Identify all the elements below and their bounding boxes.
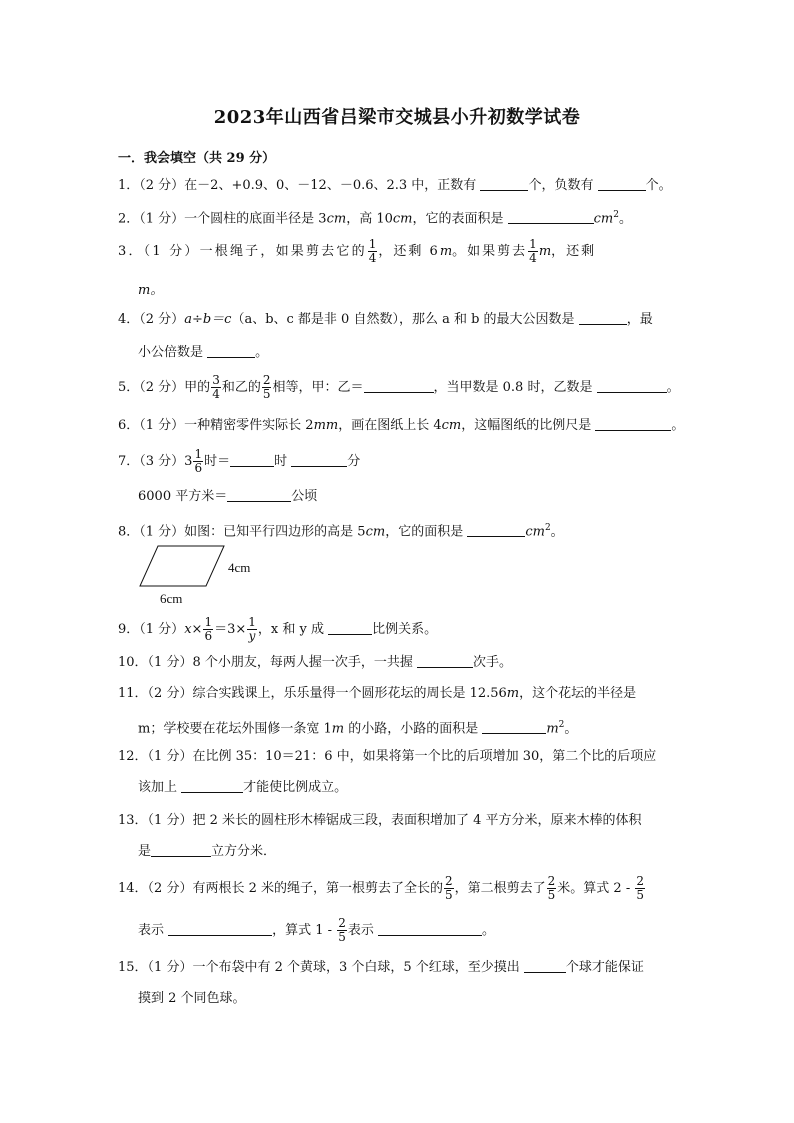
unit: m bbox=[506, 686, 520, 701]
question-1 bbox=[118, 178, 672, 194]
q14-blank-2[interactable] bbox=[378, 923, 482, 936]
fraction bbox=[444, 875, 454, 902]
fraction bbox=[635, 875, 645, 902]
q6-text-4: 。 bbox=[671, 418, 685, 433]
question-13 bbox=[118, 813, 642, 829]
question-4-line-2 bbox=[138, 345, 268, 361]
question-4 bbox=[118, 312, 653, 328]
q8-text-3: 。 bbox=[550, 524, 564, 540]
q3-text-5: m。 bbox=[138, 283, 164, 298]
question-13-line-2 bbox=[138, 844, 276, 860]
q1-text: 1．（2 分）在－2、+0.9、0、－12、－0.6、2.3 中，正数有 bbox=[118, 178, 481, 193]
q7-text-2: 时＝ bbox=[204, 454, 231, 469]
q6-blank[interactable] bbox=[595, 418, 671, 431]
q14-text-7: 。 bbox=[481, 923, 495, 938]
variable-x: x bbox=[184, 622, 192, 637]
q14-text-3: 米。算式 2 - bbox=[557, 881, 635, 896]
q12-text-3: 才能使比例成立。 bbox=[243, 780, 348, 795]
q15-text-2: 个球才能保证 bbox=[565, 960, 644, 975]
q7-text-3: 时 bbox=[274, 454, 292, 469]
q12-blank[interactable] bbox=[181, 780, 243, 793]
numerator: 1 bbox=[368, 237, 377, 251]
q3-text-3: 。如果剪去 bbox=[452, 244, 528, 259]
unit: m bbox=[538, 244, 552, 259]
denominator: 5 bbox=[636, 888, 644, 902]
denominator: 5 bbox=[547, 888, 556, 902]
numerator: 2 bbox=[338, 916, 346, 930]
question-11-line-2 bbox=[138, 717, 577, 737]
q2-text-4: 。 bbox=[618, 211, 632, 227]
q5-text-5: 。 bbox=[666, 380, 680, 395]
q6-text: 6．（1 分）一种精密零件实际长 2 bbox=[118, 418, 314, 433]
q7-text-5: 6000 平方米＝ bbox=[138, 489, 228, 504]
q5-text-4: ，当甲数是 0.8 时，乙数是 bbox=[433, 380, 597, 395]
parallelogram-base-label: 6cm bbox=[160, 591, 183, 606]
q5-blank-2[interactable] bbox=[597, 380, 667, 393]
denominator: 6 bbox=[194, 461, 203, 475]
q4-text-4: 小公倍数是 bbox=[138, 345, 208, 360]
q6-text-3: ，这幅图纸的比例尺是 bbox=[461, 418, 596, 433]
q12-text-2: 该加上 bbox=[138, 780, 182, 795]
q8-text-2: ，它的面积是 bbox=[385, 524, 468, 540]
unit: cm bbox=[593, 211, 614, 227]
question-15-line-2 bbox=[138, 991, 246, 1007]
question-12 bbox=[118, 749, 656, 765]
denominator: 4 bbox=[368, 251, 377, 265]
q4-text-3: ，最 bbox=[626, 312, 653, 327]
q4-text-5: 。 bbox=[255, 345, 269, 360]
superscript: 2 bbox=[558, 720, 565, 730]
q4-expression: a÷b＝c bbox=[184, 312, 232, 327]
denominator: y bbox=[248, 629, 256, 643]
denominator: 4 bbox=[529, 251, 537, 265]
q7-blank-3[interactable] bbox=[227, 489, 291, 502]
q7-blank-1[interactable] bbox=[230, 454, 274, 467]
fraction bbox=[262, 374, 272, 401]
q14-blank-1[interactable] bbox=[168, 923, 272, 936]
denominator: 5 bbox=[262, 387, 271, 401]
q7-text: 7．（3 分）3 bbox=[118, 454, 193, 469]
q1-blank-1[interactable] bbox=[480, 178, 528, 191]
question-7-line-2 bbox=[138, 489, 317, 505]
q11-text-2: ，这个花坛的半径是 bbox=[519, 686, 637, 701]
q5-text-2: 和乙的 bbox=[221, 380, 261, 395]
q14-text-2: ，第二根剪去了 bbox=[454, 881, 546, 896]
unit: cm bbox=[525, 524, 545, 540]
denominator: 5 bbox=[444, 888, 453, 902]
fraction bbox=[193, 448, 203, 475]
q9-equation: ＝3× bbox=[214, 622, 247, 637]
question-11 bbox=[118, 686, 636, 702]
numerator: 2 bbox=[636, 874, 644, 888]
numerator: 2 bbox=[444, 874, 453, 888]
q2-text-3: ，它的表面积是 bbox=[412, 211, 508, 227]
question-7 bbox=[118, 448, 360, 475]
question-14 bbox=[118, 875, 646, 902]
unit: m bbox=[546, 721, 559, 737]
unit: cm bbox=[441, 418, 462, 433]
q13-text: 13．（1 分）把 2 米长的圆柱形木棒锯成三段，表面积增加了 4 平方分米，原来木棒的体积 bbox=[118, 813, 642, 828]
q11-text: 11．（2 分）综合实践课上，乐乐量得一个圆形花坛的周长是 12.56 bbox=[118, 686, 507, 701]
numerator: 2 bbox=[547, 874, 556, 888]
question-9 bbox=[118, 616, 437, 643]
numerator: 1 bbox=[529, 237, 537, 251]
question-14-line-2 bbox=[138, 917, 495, 944]
q2-blank[interactable] bbox=[508, 211, 594, 224]
page-title: 2023年山西省吕梁市交城县小升初数学试卷 bbox=[213, 107, 581, 128]
q13-text-2: 是 bbox=[138, 844, 152, 859]
denominator: 6 bbox=[204, 629, 213, 643]
q14-text: 14．（2 分）有两根长 2 米的绳子，第一根剪去了全长的 bbox=[118, 881, 443, 896]
parallelogram-shape bbox=[140, 546, 224, 586]
fraction bbox=[368, 238, 378, 265]
fraction bbox=[211, 374, 221, 401]
q5-text: 5．（2 分）甲的 bbox=[118, 380, 211, 395]
q4-blank-1[interactable] bbox=[579, 312, 627, 325]
question-12-line-2 bbox=[138, 780, 347, 796]
numerator: 1 bbox=[204, 615, 213, 629]
q3-text-4: ，还剩 bbox=[551, 244, 597, 259]
q15-text: 15．（1 分）一个布袋中有 2 个黄球，3 个白球，5 个红球，至少摸出 bbox=[118, 960, 524, 975]
unit: m bbox=[439, 244, 453, 259]
q8-text: 8．（1 分）如图：已知平行四边形的高是 5 bbox=[118, 524, 366, 540]
q4-text: 4．（2 分） bbox=[118, 312, 185, 327]
q7-text-6: 公顷 bbox=[291, 489, 318, 504]
q14-text-6: 表示 bbox=[347, 923, 378, 938]
q4-text-2: （a、b、c 都是非 0 自然数），那么 a 和 b 的最大公因数是 bbox=[231, 312, 579, 327]
superscript: 2 bbox=[613, 210, 619, 220]
question-15 bbox=[118, 960, 644, 976]
q11-text-3: m；学校要在花坛外围修一条宽 1 bbox=[138, 721, 332, 737]
q13-text-3: 立方分米． bbox=[211, 844, 277, 859]
question-6 bbox=[118, 418, 684, 434]
unit: cm bbox=[326, 211, 347, 227]
unit: mm bbox=[313, 418, 339, 433]
q7-text-4: 分 bbox=[347, 454, 361, 469]
q3-text: 3．（1 分）一根绳子，如果剪去它的 bbox=[118, 244, 367, 259]
fraction bbox=[203, 616, 213, 643]
question-3-line-2 bbox=[138, 283, 163, 299]
q11-text-4: 的小路，小路的面积是 bbox=[344, 721, 483, 737]
unit: m bbox=[331, 721, 345, 737]
numerator: 1 bbox=[194, 447, 203, 461]
q5-text-3: 相等，甲：乙＝ bbox=[272, 380, 364, 395]
q9-text: 9．（1 分） bbox=[118, 622, 185, 637]
question-10 bbox=[118, 655, 512, 671]
q10-blank[interactable] bbox=[417, 655, 473, 668]
q7-blank-2[interactable] bbox=[291, 454, 347, 467]
parallelogram-side-label: 4cm bbox=[228, 560, 251, 575]
q13-blank[interactable] bbox=[151, 844, 211, 857]
q5-blank-1[interactable] bbox=[364, 380, 434, 393]
q4-blank-2[interactable] bbox=[207, 345, 255, 358]
numerator: 3 bbox=[212, 373, 220, 387]
unit: cm bbox=[392, 211, 413, 227]
fraction bbox=[547, 875, 557, 902]
q10-text-2: 次手。 bbox=[472, 655, 512, 670]
q9-blank[interactable] bbox=[328, 622, 372, 635]
q9-text-2: ，x 和 y 成 bbox=[257, 622, 329, 637]
superscript: 2 bbox=[544, 523, 551, 533]
q1-text-2: 个，负数有 bbox=[528, 178, 598, 193]
q14-text-5: ，算式 1 - bbox=[272, 923, 337, 938]
fraction bbox=[337, 917, 347, 944]
question-8 bbox=[118, 520, 564, 540]
q1-blank-2[interactable] bbox=[598, 178, 646, 191]
question-2 bbox=[118, 207, 632, 227]
q11-blank[interactable] bbox=[482, 721, 546, 734]
q3-text-2: ，还剩 6 bbox=[378, 244, 440, 259]
numerator: 2 bbox=[262, 373, 271, 387]
q10-text: 10．（1 分）8 个小朋友，每两人握一次手，一共握 bbox=[118, 655, 417, 670]
q9-text-3: 比例关系。 bbox=[372, 622, 438, 637]
parallelogram-figure bbox=[138, 544, 232, 590]
q11-text-5: 。 bbox=[564, 721, 578, 737]
denominator: 4 bbox=[212, 387, 220, 401]
q2-text: 2．（1 分）一个圆柱的底面半径是 3 bbox=[118, 211, 327, 227]
question-5 bbox=[118, 374, 680, 401]
q8-blank[interactable] bbox=[467, 524, 525, 537]
denominator: 5 bbox=[338, 930, 346, 944]
fraction bbox=[528, 238, 538, 265]
q15-text-3: 摸到 2 个同色球。 bbox=[138, 991, 246, 1006]
times-sign: × bbox=[191, 622, 203, 637]
fraction bbox=[247, 616, 257, 643]
q12-text: 12．（1 分）在比例 35：10＝21：6 中，如果将第一个比的后项增加 30，第二个比的后项应 bbox=[118, 749, 657, 764]
q14-text-4: 表示 bbox=[138, 923, 169, 938]
q1-text-3: 个。 bbox=[645, 178, 672, 193]
question-3 bbox=[118, 238, 596, 265]
numerator: 1 bbox=[248, 615, 256, 629]
q6-text-2: ，画在图纸上长 4 bbox=[338, 418, 442, 433]
q15-blank[interactable] bbox=[524, 960, 566, 973]
section-heading: 一．我会填空（共 29 分） bbox=[118, 151, 276, 166]
unit: cm bbox=[365, 524, 386, 540]
q2-text-2: ，高 10 bbox=[346, 211, 393, 227]
